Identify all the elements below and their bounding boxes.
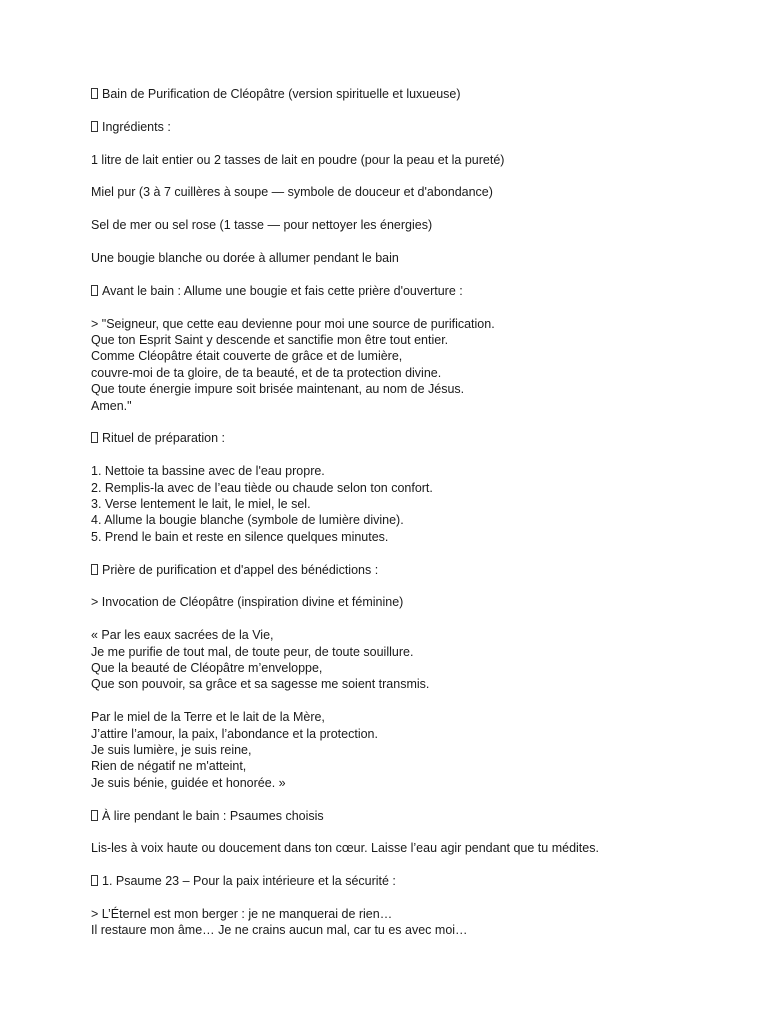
prayer-line: Comme Cléopâtre était couverte de grâce et de lumière,: [91, 349, 403, 364]
prayer-heading: [91, 562, 731, 578]
missing-emoji-icon: [91, 564, 98, 575]
invocation-verse: Que son pouvoir, sa grâce et sa sagesse me soient transmis.: [91, 677, 430, 692]
invocation-verse: « Par les eaux sacrées de la Vie,: [91, 628, 274, 643]
ritual-heading-text: Rituel de préparation :: [102, 431, 225, 446]
prayer-line: couvre-moi de ta gloire, de ta beauté, et de ta protection divine.: [91, 365, 442, 380]
psalm-23-heading: [91, 873, 731, 889]
invocation-verse: Je me purifie de tout mal, de toute peur, de toute souillure.: [91, 644, 414, 659]
ingredient-text: 1 litre de lait entier ou 2 tasses de lait en poudre (pour la peau et la pureté): [91, 152, 505, 167]
document-title: [91, 86, 731, 102]
ritual-steps: [91, 463, 731, 545]
missing-emoji-icon: [91, 875, 98, 886]
invocation-verse: Je suis bénie, guidée et honorée. »: [91, 775, 286, 790]
invocation-text: > Invocation de Cléopâtre (inspiration divine et féminine): [91, 595, 404, 610]
ingredient-item: [91, 152, 731, 168]
ingredient-item: [91, 184, 731, 200]
before-bath-heading-text: Avant le bain : Allume une bougie et fais cette prière d'ouverture :: [102, 283, 463, 298]
missing-emoji-icon: [91, 285, 98, 296]
ritual-step: 5. Prend le bain et reste en silence quelques minutes.: [91, 529, 389, 544]
ritual-step: 1. Nettoie ta bassine avec de l'eau propre.: [91, 464, 325, 479]
before-bath-heading: [91, 283, 731, 299]
ritual-heading: [91, 430, 731, 446]
prayer-line: Amen.": [91, 398, 132, 413]
missing-emoji-icon: [91, 810, 98, 821]
psalms-intro: [91, 840, 731, 856]
title-text: Bain de Purification de Cléopâtre (version spirituelle et luxueuse): [102, 87, 461, 101]
invocation-verse: Rien de négatif ne m'atteint,: [91, 759, 247, 774]
psalms-intro-text: Lis-les à voix haute ou doucement dans ton cœur. Laisse l’eau agir pendant que tu médites.: [91, 841, 599, 856]
psalms-heading-text: À lire pendant le bain : Psaumes choisis: [102, 808, 324, 823]
invocation-verse: Que la beauté de Cléopâtre m’enveloppe,: [91, 661, 323, 676]
prayer-line: > "Seigneur, que cette eau devienne pour moi une source de purification.: [91, 316, 495, 331]
ritual-step: 4. Allume la bougie blanche (symbole de lumière divine).: [91, 513, 404, 528]
psalm-23-heading-text: 1. Psaume 23 – Pour la paix intérieure et la sécurité :: [102, 874, 396, 889]
invocation-line: [91, 594, 731, 610]
ritual-step: 3. Verse lentement le lait, le miel, le sel.: [91, 497, 311, 512]
missing-emoji-icon: [91, 88, 98, 99]
prayer-heading-text: Prière de purification et d'appel des bénédictions :: [102, 562, 379, 577]
ingredient-item: [91, 217, 731, 233]
ingredients-heading: [91, 119, 731, 135]
prayer-line: Que ton Esprit Saint y descende et sanctifie mon être tout entier.: [91, 332, 449, 347]
invocation-stanza-1: [91, 627, 731, 693]
ingredient-text: Une bougie blanche ou dorée à allumer pendant le bain: [91, 250, 399, 265]
psalm-line: Il restaure mon âme… Je ne crains aucun mal, car tu es avec moi…: [91, 923, 468, 938]
invocation-verse: J’attire l’amour, la paix, l’abondance et la protection.: [91, 726, 378, 741]
missing-emoji-icon: [91, 432, 98, 443]
ingredients-heading-text: Ingrédients :: [102, 119, 171, 134]
document-page: [91, 86, 731, 955]
invocation-stanza-2: [91, 709, 731, 791]
psalms-heading: [91, 808, 731, 824]
ingredient-item: [91, 250, 731, 266]
psalm-line: > L’Éternel est mon berger : je ne manquerai de rien…: [91, 907, 393, 922]
ingredient-text: Sel de mer ou sel rose (1 tasse — pour nettoyer les énergies): [91, 218, 433, 233]
ritual-step: 2. Remplis-la avec de l’eau tiède ou chaude selon ton confort.: [91, 480, 433, 495]
invocation-verse: Je suis lumière, je suis reine,: [91, 743, 252, 758]
prayer-line: Que toute énergie impure soit brisée maintenant, au nom de Jésus.: [91, 382, 465, 397]
ingredient-text: Miel pur (3 à 7 cuillères à soupe — symbole de douceur et d'abondance): [91, 185, 493, 200]
psalm-23-text: [91, 906, 731, 939]
missing-emoji-icon: [91, 121, 98, 132]
opening-prayer: [91, 316, 731, 414]
invocation-verse: Par le miel de la Terre et le lait de la Mère,: [91, 710, 325, 725]
